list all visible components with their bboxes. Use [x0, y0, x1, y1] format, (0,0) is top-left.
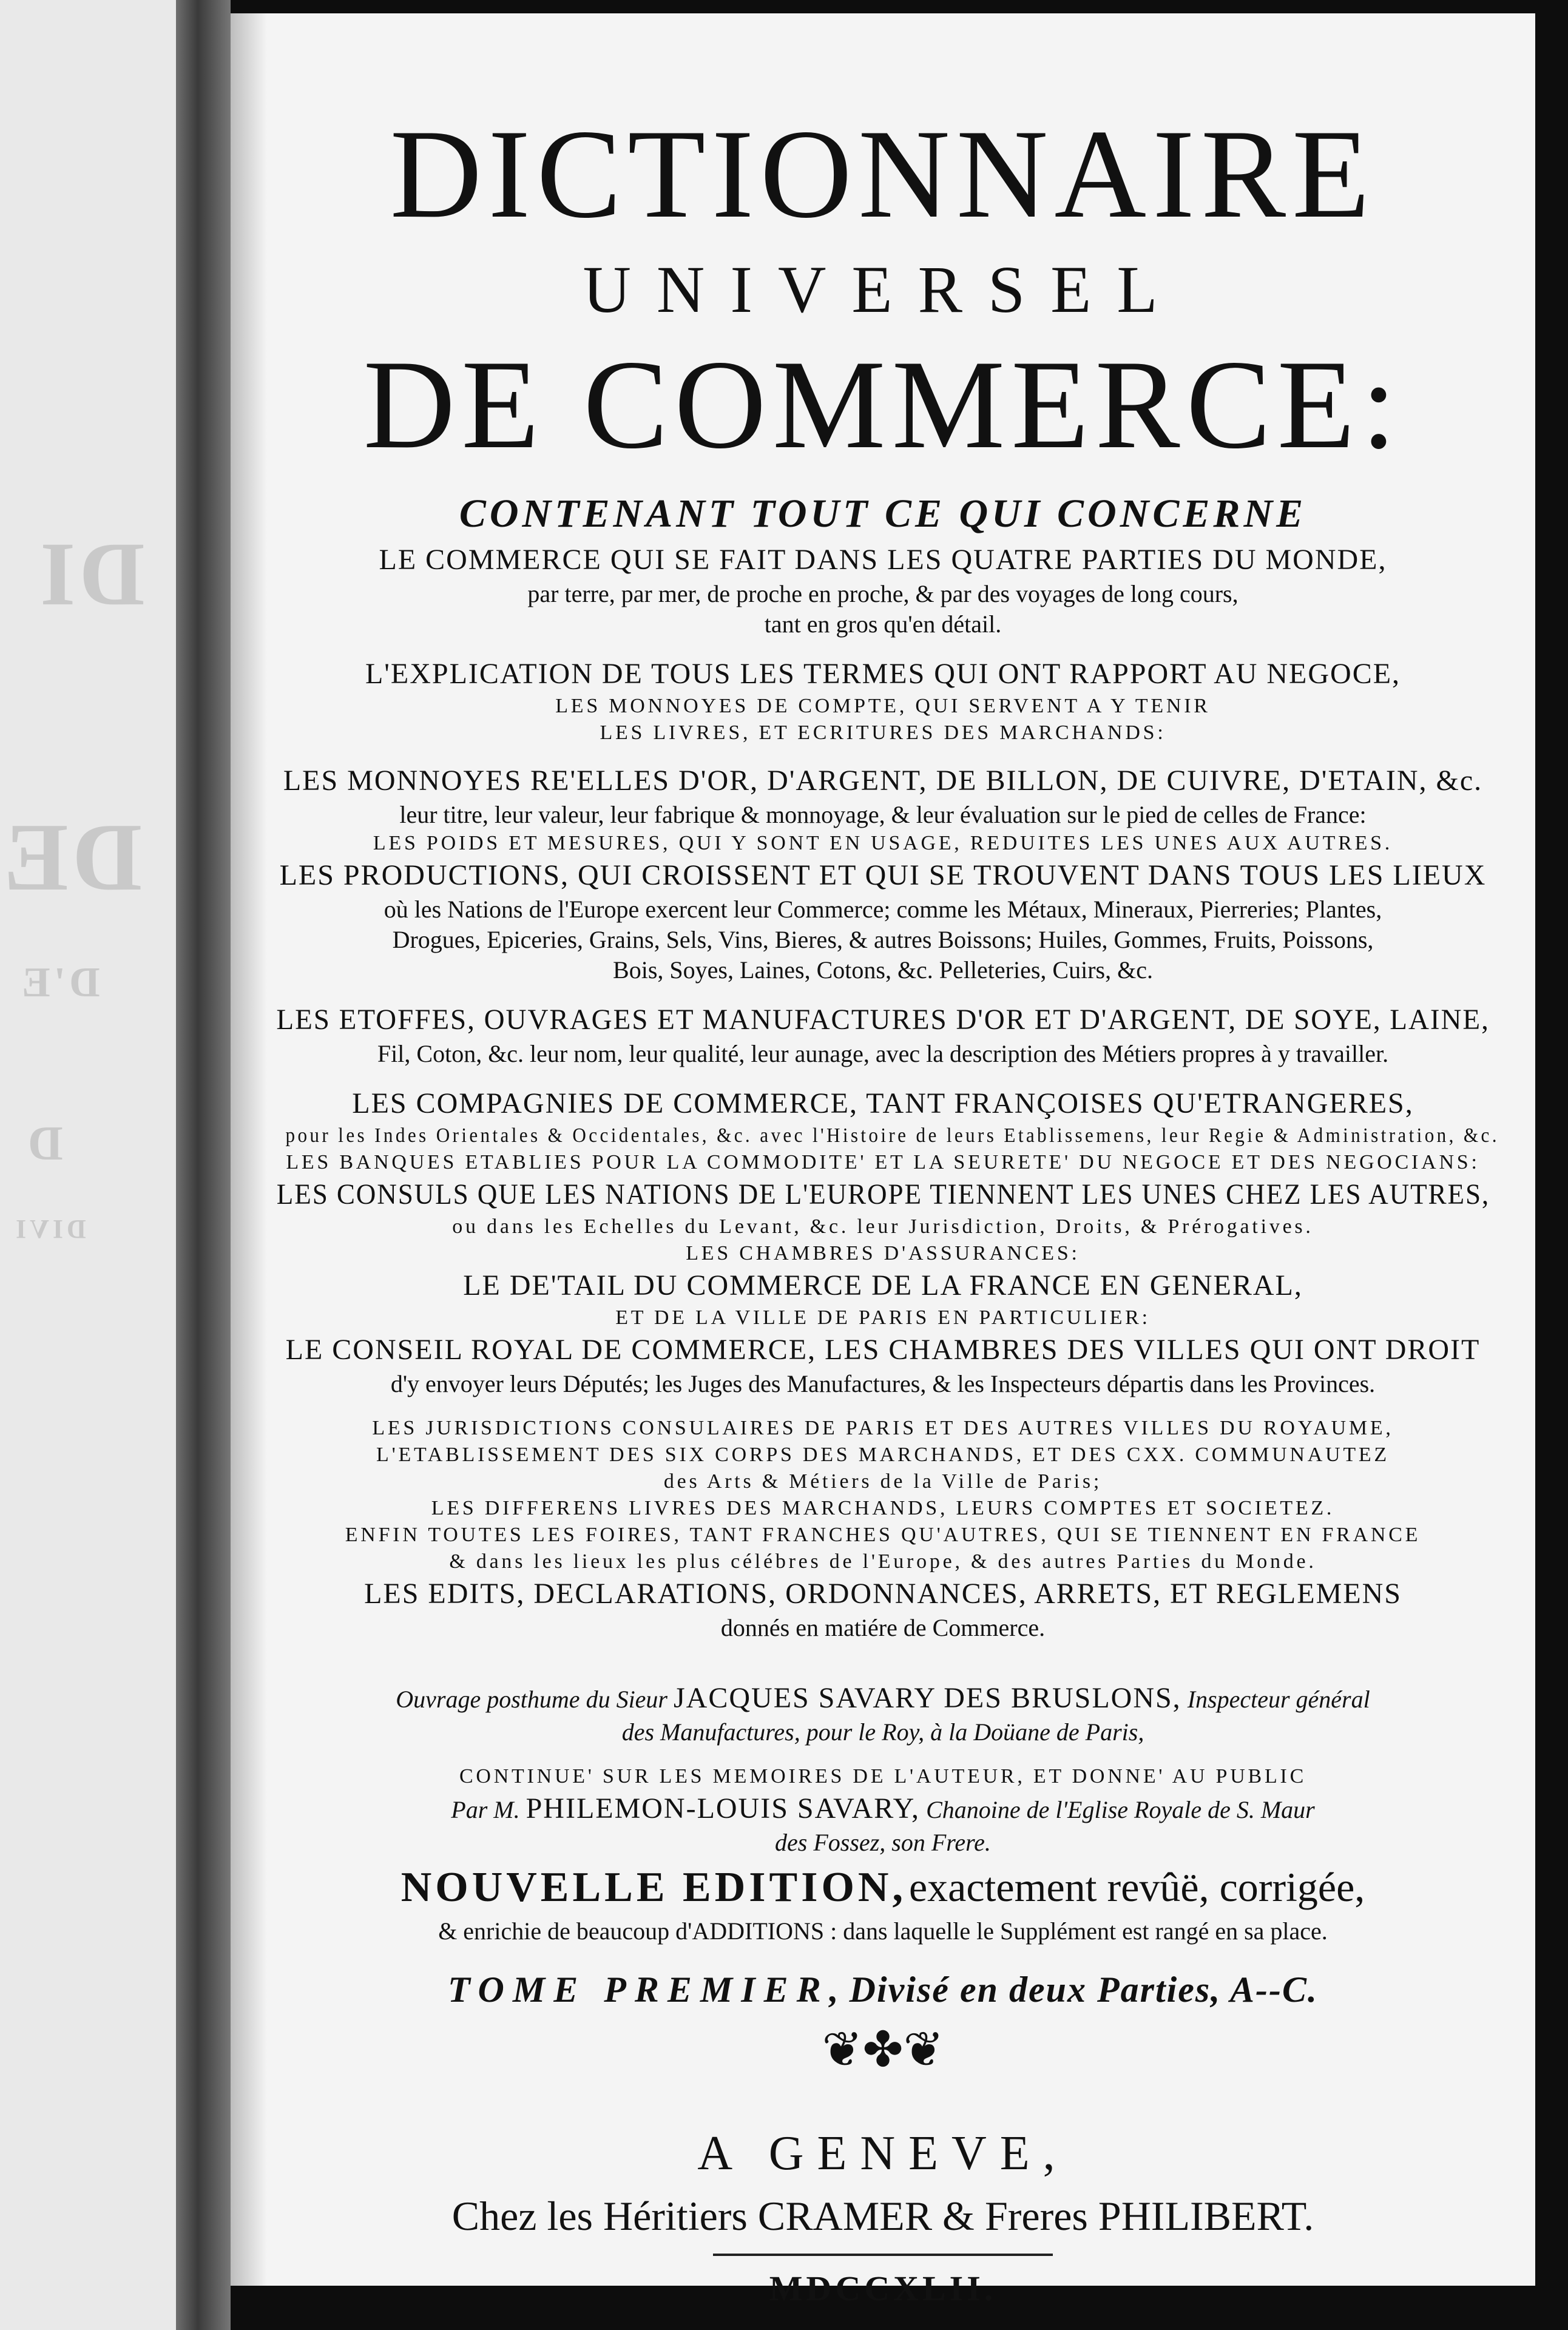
contents-line: LES CHAMBRES D'ASSURANCES:: [686, 1242, 1080, 1265]
contents-line: ENFIN TOUTES LES FOIRES, TANT FRANCHES QU'AUTRES, QUI SE TIENNENT EN FRANCE: [345, 1524, 1421, 1546]
contents-line: Bois, Soyes, Laines, Cotons, &c. Pelleteries, Cuirs, &c.: [613, 956, 1153, 984]
bleed-through-text: D: [24, 1117, 63, 1170]
title-page: [231, 13, 1535, 2308]
contents-line: LES LIVRES, ET ECRITURES DES MARCHANDS:: [600, 721, 1166, 744]
spacer: [231, 640, 1535, 655]
contents-line: & dans les lieux les plus célébres de l'Europe, & des autres Parties du Monde.: [449, 1550, 1317, 1573]
contents-line: donnés en matiére de Commerce.: [720, 1614, 1046, 1641]
continuation-line-3: des Fossez, son Frere.: [775, 1829, 991, 1856]
contents-line: leur titre, leur valeur, leur fabrique & monnoyage, & leur évaluation sur le pied de celles de France:: [399, 801, 1367, 828]
contents-line: LE COMMERCE QUI SE FAIT DANS LES QUATRE PARTIES DU MONDE,: [379, 544, 1387, 576]
author-line-1: [396, 1680, 1370, 1717]
title-line-2: UNIVERSEL: [583, 252, 1183, 326]
imprint-rule: [713, 2254, 1053, 2256]
bleed-through-text: DE: [0, 803, 143, 911]
contents-line: LES PRODUCTIONS, QUI CROISSENT ET QUI SE TROUVENT DANS TOUS LES LIEUX: [279, 859, 1487, 891]
continuation-line-1: CONTINUE' SUR LES MEMOIRES DE L'AUTEUR, ET DONNE' AU PUBLIC: [459, 1765, 1307, 1788]
tome-label: TOME PREMIER,: [447, 1970, 847, 2010]
spacer: [231, 746, 1535, 762]
tome-line: [448, 1962, 1318, 2017]
contents-line: des Arts & Métiers de la Ville de Paris;: [663, 1470, 1103, 1493]
title-line-1: DICTIONNAIRE: [390, 104, 1376, 245]
contents-line: Fil, Coton, &c. leur nom, leur qualité, leur aunage, avec la description des Métiers propres à y travailler.: [377, 1040, 1389, 1067]
contents-line: L'ETABLISSEMENT DES SIX CORPS DES MARCHANDS, ET DES CXX. COMMUNAUTEZ: [376, 1444, 1390, 1466]
contents-list: [231, 541, 1535, 1643]
contents-line: d'y envoyer leurs Députés; les Juges des Manufactures, & les Inspecteurs départis dans les Provinces.: [390, 1370, 1376, 1397]
spacer: [231, 985, 1535, 1001]
author-prefix: Ouvrage posthume du Sieur: [396, 1686, 667, 1713]
contents-line: L'EXPLICATION DE TOUS LES TERMES QUI ONT RAPPORT AU NEGOCE,: [365, 658, 1401, 690]
contents-line: LES CONSULS QUE LES NATIONS DE L'EUROPE TIENNENT LES UNES CHEZ LES AUTRES,: [276, 1178, 1490, 1211]
contents-line: LES COMPAGNIES DE COMMERCE, TANT FRANÇOISES QU'ETRANGERES,: [352, 1087, 1414, 1119]
contents-line: ET DE LA VILLE DE PARIS EN PARTICULIER:: [615, 1306, 1151, 1329]
bleed-through-text: DI: [36, 524, 145, 624]
contents-line: par terre, par mer, de proche en proche, & par des voyages de long cours,: [527, 580, 1239, 607]
continuation-suffix: Chanoine de l'Eglise Royale de S. Maur: [926, 1796, 1315, 1823]
contents-line: LES JURISDICTIONS CONSULAIRES DE PARIS ET DES AUTRES VILLES DU ROYAUME,: [372, 1417, 1394, 1439]
subtitle: CONTENANT TOUT CE QUI CONCERNE: [459, 491, 1307, 536]
spacer: [231, 1069, 1535, 1085]
facing-page: [0, 0, 182, 2330]
continuation-line-2: [451, 1790, 1314, 1828]
contents-line: pour les Indes Orientales & Occidentales, &c. avec l'Histoire de leurs Etablissemens, leur Regie & Administration, &c.: [285, 1124, 1499, 1147]
continuation-prefix: Par M.: [451, 1796, 520, 1823]
edition-line-2: & enrichie de beaucoup d'ADDITIONS : dans laquelle le Supplément est rangé en sa place.: [438, 1917, 1328, 1945]
contents-line: LE CONSEIL ROYAL DE COMMERCE, LES CHAMBRES DES VILLES QUI ONT DROIT: [285, 1334, 1481, 1366]
edition-rest: exactement revûë, corrigée,: [908, 1864, 1365, 1910]
printer-ornament: ❦✤❦: [822, 2024, 944, 2077]
author-line-2: des Manufactures, pour le Roy, à la Doüane de Paris,: [621, 1718, 1144, 1746]
contents-line: LE DE'TAIL DU COMMERCE DE LA FRANCE EN GENERAL,: [463, 1269, 1303, 1302]
imprint-year: MDCCXLII.: [769, 2269, 997, 2308]
contents-line: ou dans les Echelles du Levant, &c. leur Jurisdiction, Droits, & Prérogatives.: [452, 1215, 1314, 1238]
title-page-content: [231, 104, 1535, 2313]
contents-line: LES POIDS ET MESURES, QUI Y SONT EN USAGE, REDUITES LES UNES AUX AUTRES.: [373, 832, 1393, 854]
contents-line: tant en gros qu'en détail.: [764, 610, 1002, 638]
imprint-place: A GENEVE,: [697, 2127, 1069, 2180]
contents-line: LES MONNOYES RE'ELLES D'OR, D'ARGENT, DE BILLON, DE CUIVRE, D'ETAIN, &c.: [283, 765, 1483, 797]
imprint-printer: Chez les Héritiers CRAMER & Freres PHILIBERT.: [451, 2193, 1314, 2239]
tome-rest: Divisé en deux Parties, A--C.: [849, 1970, 1319, 2010]
author-name: JACQUES SAVARY DES BRUSLONS,: [674, 1682, 1181, 1714]
contents-line: LES EDITS, DECLARATIONS, ORDONNANCES, ARRETS, ET REGLEMENS: [364, 1578, 1402, 1610]
edition-line-1: [401, 1858, 1365, 1916]
spacer: [231, 1399, 1535, 1415]
contents-line: LES BANQUES ETABLIES POUR LA COMMODITE' ET LA SEURETE' DU NEGOCE ET DES NEGOCIANS:: [286, 1151, 1480, 1173]
contents-line: LES DIFFERENS LIVRES DES MARCHANDS, LEURS COMPTES ET SOCIETEZ.: [431, 1497, 1335, 1519]
contents-line: Drogues, Epiceries, Grains, Sels, Vins, Bieres, & autres Boissons; Huiles, Gommes, Fruits, Poissons,: [392, 926, 1374, 953]
binding-gutter: [176, 0, 231, 2330]
contents-line: où les Nations de l'Europe exercent leur Commerce; comme les Métaux, Mineraux, Pierreries; Plantes,: [384, 896, 1382, 923]
title-line-3: DE COMMERCE:: [363, 334, 1403, 475]
author-suffix: Inspecteur général: [1187, 1686, 1370, 1713]
contents-line: LES MONNOYES DE COMPTE, QUI SERVENT A Y TENIR: [555, 695, 1211, 717]
bleed-through-text: DIVI: [12, 1214, 86, 1244]
bleed-through-text: D'E: [18, 959, 100, 1006]
editor-name: PHILEMON-LOUIS SAVARY,: [525, 1792, 921, 1825]
edition-label: NOUVELLE EDITION,: [400, 1864, 907, 1911]
contents-line: LES ETOFFES, OUVRAGES ET MANUFACTURES D'OR ET D'ARGENT, DE SOYE, LAINE,: [276, 1004, 1490, 1036]
